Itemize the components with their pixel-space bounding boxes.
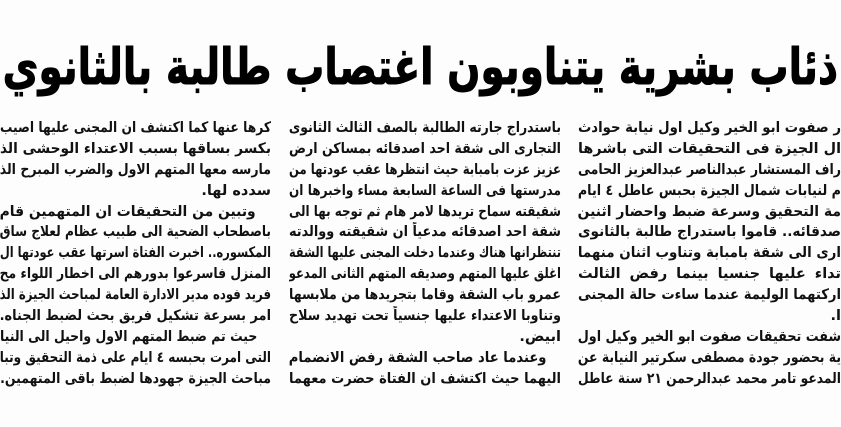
- headline: ذئاب بشرية يتناوبون اغتصاب طالبة بالثانوي: [3, 38, 838, 96]
- article-line: راف المستشار عبدالناصر عبدالعزيز الحامى: [578, 161, 841, 178]
- article-line: اغلق عليها المتهم وصديقه المتهم الثانى المدعو: [289, 266, 561, 283]
- article-line: حيث تم ضبط المتهم الاول واحيل الى النيا: [0, 328, 258, 345]
- article-line: امر بسرعة تشكيل فريق بحث لضبط الجناه.: [0, 308, 271, 325]
- article-line: اليهما حيث اكتشف ان الفتاة حضرت معهما: [289, 370, 561, 387]
- article-line: م لنيابات شمال الجيزة بحبس عاطل ٤ ايام: [578, 182, 841, 199]
- article-line: وتناوبا الاعتداء عليها جنسياً تحت تهديد سلاح: [289, 308, 561, 325]
- article-line: تنتظرانها هناك وعندما دخلت المجنى عليها الشقة: [289, 245, 561, 262]
- article-line: سدده لها.: [201, 182, 271, 199]
- article-line: ابيض.: [519, 328, 561, 345]
- article-line: مة التحقيق وسرعة ضبط واحضار اثنين: [578, 203, 841, 220]
- article-line: اركتهما الوليمة عندما ساءت حالة المجنى: [578, 287, 841, 304]
- article-line: شقة احد اصدقائه مدعياً ان شقيقته ووالدته: [289, 224, 561, 241]
- article-line: باستدراج جارته الطالبة بالصف الثالث الثانوى: [289, 120, 561, 136]
- article-line: المدعو تامر محمد عبدالرحمن ٢١ سنة عاطل: [578, 370, 841, 387]
- article-line: كرها عنها كما اكتشف ان المجنى عليها اصيب: [0, 120, 271, 136]
- article-line: فريد فوده مدير الادارة العامة لمباحث الجيزة الذ: [0, 287, 271, 304]
- article-line: المكسوره.. اخبرت الفتاة اسرتها عقب عودتها ال: [0, 245, 271, 262]
- article-line: مارسه معها المتهم الاول والضرب المبرح الذ: [0, 161, 271, 178]
- article-line: صدقائه.. قاموا باستدراج طالبة بالثانوى: [578, 224, 841, 241]
- article-line: ية بحضور جودة مصطفى سكرتير النيابة عن: [578, 349, 841, 366]
- article-line: عمرو باب الشقة وقاما بتجريدها من ملابسها: [289, 287, 561, 304]
- article-line: باصطحاب الضحية الى طبيب عظام لعلاج ساق: [0, 224, 271, 241]
- article-line: شقيقته سماح تريدها لامر هام ثم توجه بها الى: [289, 203, 561, 220]
- article-line: ا.: [830, 308, 841, 325]
- article-column-right: [578, 118, 841, 392]
- article-column-middle: [289, 118, 561, 392]
- article-line: ال الجيزة فى التحقيقات التى باشرها: [578, 140, 841, 157]
- article-line: تداء عليها جنسيا بينما رفض الثالث: [578, 266, 841, 283]
- article-column-left: [0, 118, 271, 392]
- article-line: عزيز عزت بامبابة حيث انتظرها عقب عودتها من: [289, 161, 561, 178]
- article-line: وتبين من التحقيقات ان المتهمين قام: [0, 203, 256, 220]
- article-line: التى امرت بحبسه ٤ ايام على ذمة التحقيق وتبا: [0, 349, 271, 366]
- article-line: وعندما عاد صاحب الشقة رفض الانضمام: [289, 349, 547, 366]
- article-line: ارى الى شقة بامبابة وتناوب اثنان منهما: [578, 245, 841, 262]
- article-line: المنزل فاسرعوا بدورهم الى اخطار اللواء مح: [0, 266, 271, 283]
- article-line: شفت تحقيقات صفوت ابو الخير وكيل اول: [578, 328, 841, 345]
- article-line: ر صفوت ابو الخير وكيل اول نيابة حوادث: [578, 120, 841, 136]
- article-line: مباحث الجيزة جهودها لضبط باقى المتهمين.: [0, 370, 271, 387]
- article-line: مدرستها فى الساعة السابعة مساء واخبرها ان: [289, 182, 561, 199]
- article-line: بكسر بساقها بسبب الاعتداء الوحشى الذ: [0, 140, 271, 157]
- article-line: التجارى الى شقة احد اصدقائه بمساكن ارض: [289, 140, 561, 157]
